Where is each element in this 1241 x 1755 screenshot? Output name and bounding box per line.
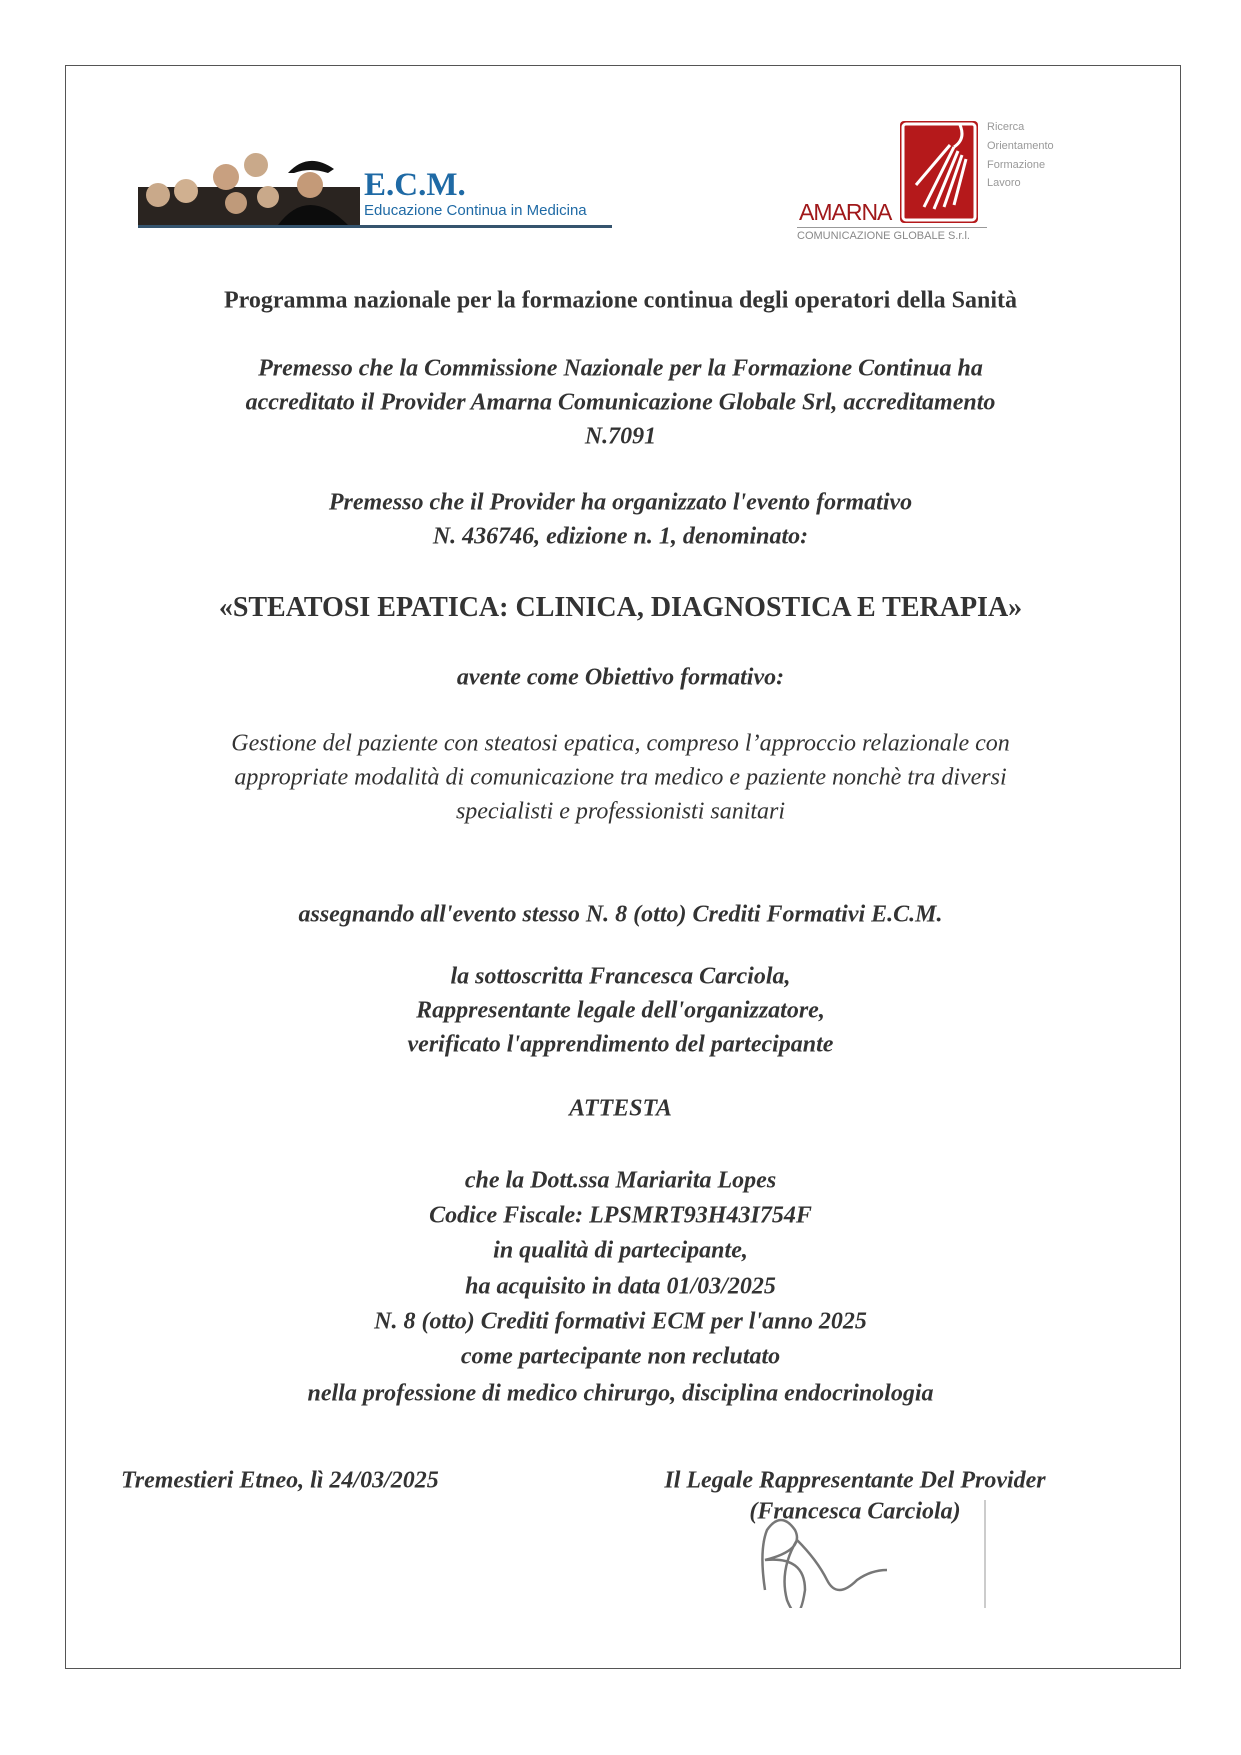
premise-line: N.7091 xyxy=(584,423,657,450)
amarna-tagline: Orientamento xyxy=(987,140,1054,152)
event-title: «STEATOSI EPATICA: CLINICA, DIAGNOSTICA E TERAPIA» xyxy=(218,592,1023,623)
participant-line: ha acquisito in data 01/03/2025 xyxy=(465,1273,776,1300)
amarna-company: COMUNICAZIONE GLOBALE S.r.l. xyxy=(797,230,970,242)
participant-line: che la Dott.ssa Mariarita Lopes xyxy=(464,1167,777,1194)
signatory-line: verificato l'apprendimento del partecipante xyxy=(407,1031,834,1058)
ecm-logo xyxy=(138,147,612,229)
amarna-rule xyxy=(797,227,987,228)
portrait-group-image xyxy=(138,147,360,225)
participant-line: nella professione di medico chirurgo, disciplina endocrinologia xyxy=(307,1380,934,1407)
attesta-heading: ATTESTA xyxy=(569,1095,672,1122)
place-date: Tremestieri Etneo, lì 24/03/2025 xyxy=(121,1467,439,1494)
participant-line: come partecipante non reclutato xyxy=(460,1343,781,1370)
program-heading: Programma nazionale per la formazione continua degli operatori della Sanità xyxy=(223,287,1018,314)
ecm-subtitle: Educazione Continua in Medicina xyxy=(364,202,587,219)
premise-line: Premesso che il Provider ha organizzato l'evento formativo xyxy=(328,489,913,516)
participant-line: N. 8 (otto) Crediti formativi ECM per l'anno 2025 xyxy=(374,1308,867,1335)
premise-line: N. 436746, edizione n. 1, denominato: xyxy=(432,523,809,550)
amarna-tagline: Formazione xyxy=(987,159,1046,171)
premise-line: Premesso che la Commissione Nazionale per la Formazione Continua ha xyxy=(258,355,983,382)
participant-line: Codice Fiscale: LPSMRT93H43I754F xyxy=(429,1202,812,1229)
amarna-emblem-icon xyxy=(900,121,978,223)
ecm-acronym: E.C.M. xyxy=(364,167,466,203)
objective-line: specialisti e professionisti sanitari xyxy=(455,798,786,825)
premise-line: accreditato il Provider Amarna Comunicazione Globale Srl, accreditamento xyxy=(245,389,996,416)
signatory-line: Rappresentante legale dell'organizzatore, xyxy=(416,997,825,1024)
signer-title: Il Legale Rappresentante Del Provider xyxy=(664,1467,1046,1494)
amarna-name: AMARNA xyxy=(799,199,892,225)
signatory-line: la sottoscritta Francesca Carciola, xyxy=(450,963,791,990)
ecm-underline xyxy=(138,225,612,228)
participant-line: in qualità di partecipante, xyxy=(493,1237,748,1264)
objective-line: Gestione del paziente con steatosi epatica, compreso l’approccio relazionale con xyxy=(231,730,1010,757)
signer-name: (Francesca Carciola) xyxy=(749,1498,961,1525)
objective-line: appropriate modalità di comunicazione tra medico e paziente nonchè tra diversi xyxy=(234,764,1007,791)
objective-label: avente come Obiettivo formativo: xyxy=(456,664,785,691)
credits-statement: assegnando all'evento stesso N. 8 (otto) Crediti Formativi E.C.M. xyxy=(298,901,943,928)
amarna-tagline: Lavoro xyxy=(987,177,1021,189)
amarna-tagline: Ricerca xyxy=(987,121,1025,133)
amarna-logo xyxy=(797,121,1062,247)
